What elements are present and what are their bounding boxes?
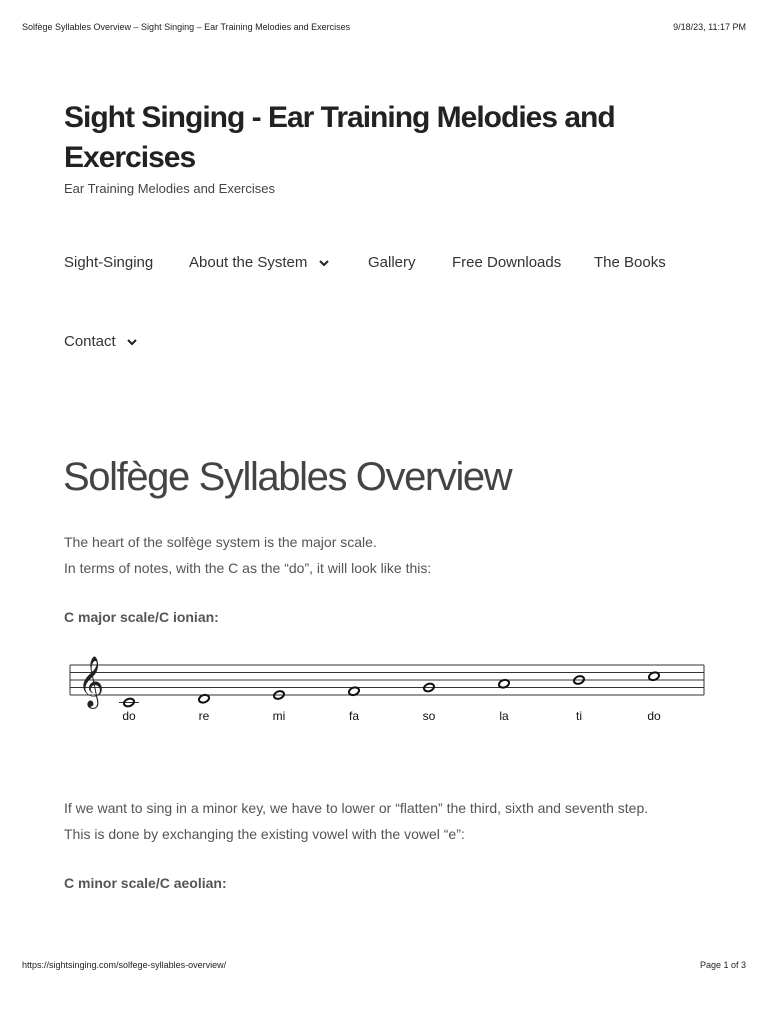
nav-item-contact[interactable] (64, 333, 138, 350)
intro-paragraph (64, 529, 431, 581)
nav-item-sight-singing[interactable] (64, 254, 153, 271)
solfege-syllable: la (499, 709, 509, 723)
nav-item-gallery[interactable] (368, 254, 416, 271)
scale-notes (119, 671, 660, 708)
minor-scale-heading: C minor scale/C aeolian: (64, 875, 227, 891)
solfege-syllable: do (647, 709, 661, 723)
c-major-scale-notation (64, 650, 706, 730)
minor-line-2: This is done by exchanging the existing vowel with the vowel “e”: (64, 826, 465, 842)
major-scale-heading: C major scale/C ionian: (64, 609, 219, 625)
intro-line-1: The heart of the solfège system is the major scale. (64, 534, 377, 550)
intro-line-2: In terms of notes, with the C as the “do”, it will look like this: (64, 560, 432, 576)
print-footer-page: Page 1 of 3 (699, 960, 746, 970)
solfege-syllable: fa (348, 709, 360, 723)
solfege-syllable: do (122, 709, 136, 723)
staff-lines (70, 665, 704, 695)
site-description: Ear Training Melodies and Exercises (64, 181, 275, 196)
treble-clef-icon: 𝄞 (78, 656, 105, 707)
print-footer-url: https://sightsinging.com/solfege-syllables-overview/ (22, 960, 227, 970)
article-title: Solfège Syllables Overview (63, 455, 512, 499)
solfege-syllables (122, 709, 661, 723)
nav-item-label: Free Downloads (452, 254, 562, 271)
solfege-syllable: so (422, 709, 436, 723)
print-header-date: 9/18/23, 11:17 PM (673, 22, 746, 32)
solfege-syllable: mi (272, 709, 286, 723)
site-title[interactable]: Sight Singing - Ear Training Melodies and Exercises (64, 101, 615, 174)
solfege-syllable: ti (576, 709, 582, 723)
nav-item-label: Contact (64, 333, 116, 350)
nav-item-label: About the System (189, 254, 308, 271)
nav-item-label: Gallery (368, 254, 416, 271)
nav-item-about-the-system[interactable] (189, 254, 330, 271)
solfege-syllable: re (198, 709, 210, 723)
print-header-title: Solfège Syllables Overview – Sight Singing – Ear Training Melodies and Exercises (22, 22, 351, 32)
chevron-down-icon[interactable] (126, 336, 138, 348)
nav-item-label: Sight-Singing (64, 254, 154, 271)
nav-item-label: The Books (594, 254, 666, 271)
print-header (22, 22, 746, 32)
chevron-down-icon[interactable] (318, 257, 330, 269)
print-footer (22, 960, 746, 970)
nav-item-the-books[interactable] (594, 254, 666, 271)
nav-item-free-downloads[interactable] (452, 254, 561, 271)
minor-paragraph (64, 795, 648, 847)
minor-line-1: If we want to sing in a minor key, we have to lower or “flatten” the third, sixth and seventh step. (64, 800, 649, 816)
